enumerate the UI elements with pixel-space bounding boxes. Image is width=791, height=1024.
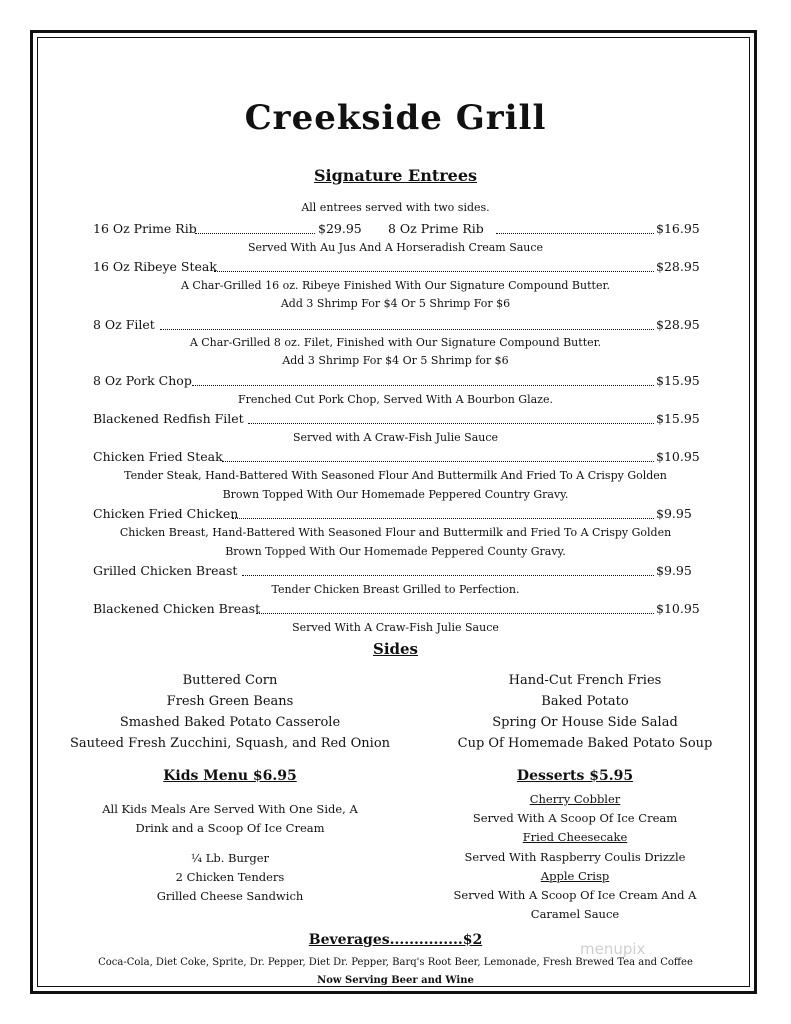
menu-item-name: Blackened Redfish Filet [93, 411, 244, 426]
beverages-heading: Beverages...............$2 [308, 932, 483, 948]
menu-item-desc: Frenched Cut Pork Chop, Served With A Bourbon Glaze. [238, 393, 553, 406]
menu-item-name: 8 Oz Prime Rib [388, 221, 484, 236]
menu-item-price: $28.95 [656, 317, 700, 332]
sides-heading: Sides [372, 640, 418, 658]
leader-dots [242, 575, 654, 576]
menu-item-price: $9.95 [656, 506, 692, 521]
menu-item-price: $16.95 [656, 221, 700, 236]
watermark-logo: menupix [580, 940, 646, 958]
dessert-desc: Served With Raspberry Coulis Drizzle [464, 850, 686, 864]
menu-item-desc: A Char-Grilled 16 oz. Ribeye Finished With Our Signature Compound Butter. [180, 279, 611, 292]
side-item: Sauteed Fresh Zucchini, Squash, and Red Onion [69, 736, 391, 751]
kids-item: Grilled Cheese Sandwich [156, 889, 304, 903]
kids-note: All Kids Meals Are Served With One Side, A [102, 802, 358, 816]
menu-item-desc: Served with A Craw-Fish Julie Sauce [292, 431, 499, 444]
leader-dots [248, 423, 654, 424]
menu-item-desc: Tender Chicken Breast Grilled to Perfection. [271, 583, 520, 596]
dessert-desc: Served With A Scoop Of Ice Cream [472, 811, 678, 825]
menu-item-desc: Tender Steak, Hand-Battered With Seasoned Flour And Buttermilk And Fried To A Crispy Golden [124, 469, 667, 482]
menu-item-price: $10.95 [656, 601, 700, 616]
leader-dots [160, 329, 654, 330]
leader-dots [496, 233, 654, 234]
menu-item-name: Grilled Chicken Breast [93, 563, 238, 578]
leader-dots [256, 613, 654, 614]
menu-item-name: 8 Oz Pork Chop [93, 373, 192, 388]
leader-dots [214, 271, 654, 272]
side-item: Baked Potato [541, 694, 629, 709]
menu-item-desc: Chicken Breast, Hand-Battered With Seasoned Flour and Buttermilk and Fried To A Crispy Golden [119, 526, 672, 539]
leader-dots [232, 518, 654, 519]
menu-item-price: $15.95 [656, 411, 700, 426]
menu-item-name: 16 Oz Prime Rib [93, 221, 197, 236]
kids-note: Drink and a Scoop Of Ice Cream [135, 821, 325, 835]
restaurant-title: Creekside Grill [244, 98, 547, 138]
side-item: Buttered Corn [182, 673, 278, 688]
dessert-name: Apple Crisp [540, 869, 610, 883]
menu-item-price: $9.95 [656, 563, 692, 578]
leader-dots [192, 385, 654, 386]
menu-item-name: Blackened Chicken Breast [93, 601, 261, 616]
menu-item-name: 16 Oz Ribeye Steak [93, 259, 217, 274]
dessert-name: Fried Cheesecake [522, 830, 628, 844]
entrees-heading: Signature Entrees [313, 166, 478, 185]
menu-item-name: Chicken Fried Chicken [93, 506, 239, 521]
kids-item: ¼ Lb. Burger [190, 851, 270, 865]
side-item: Spring Or House Side Salad [492, 715, 678, 730]
menu-item-desc: Served With Au Jus And A Horseradish Cream Sauce [247, 241, 544, 254]
menu-item-price: $28.95 [656, 259, 700, 274]
side-item: Fresh Green Beans [166, 694, 294, 709]
kids-item: 2 Chicken Tenders [175, 870, 285, 884]
leader-dots [195, 233, 315, 234]
menu-item-desc: Brown Topped With Our Homemade Peppered Country Gravy. [222, 488, 569, 501]
dessert-desc: Served With A Scoop Of Ice Cream And A [453, 888, 697, 902]
menu-item-name: Chicken Fried Steak [93, 449, 223, 464]
dessert-name: Cherry Cobbler [529, 792, 621, 806]
dessert-desc: Caramel Sauce [530, 907, 620, 921]
menu-item-price: $15.95 [656, 373, 700, 388]
menu-item-price: $10.95 [656, 449, 700, 464]
beverages-note: Now Serving Beer and Wine [317, 975, 474, 986]
menu-item-desc: Add 3 Shrimp For $4 Or 5 Shrimp For $6 [280, 297, 511, 310]
entrees-intro: All entrees served with two sides. [301, 201, 490, 214]
menu-item-desc: Served With A Craw-Fish Julie Sauce [292, 621, 499, 634]
menu-item-price: $29.95 [318, 221, 362, 236]
leader-dots [222, 461, 654, 462]
desserts-heading: Desserts $5.95 [516, 768, 634, 784]
menu-item-desc: A Char-Grilled 8 oz. Filet, Finished with Our Signature Compound Butter. [189, 336, 602, 349]
beverages-list: Coca-Cola, Diet Coke, Sprite, Dr. Pepper, Diet Dr. Pepper, Barq's Root Beer, Lemonade, Fresh Brewed Tea and Coffee [98, 957, 693, 968]
side-item: Smashed Baked Potato Casserole [119, 715, 341, 730]
side-item: Hand-Cut French Fries [508, 673, 662, 688]
kids-heading: Kids Menu $6.95 [163, 768, 297, 784]
menu-item-desc: Add 3 Shrimp For $4 Or 5 Shrimp for $6 [282, 354, 509, 367]
menu-item-desc: Brown Topped With Our Homemade Peppered County Gravy. [225, 545, 566, 558]
side-item: Cup Of Homemade Baked Potato Soup [457, 736, 713, 751]
menu-item-name: 8 Oz Filet [93, 317, 155, 332]
